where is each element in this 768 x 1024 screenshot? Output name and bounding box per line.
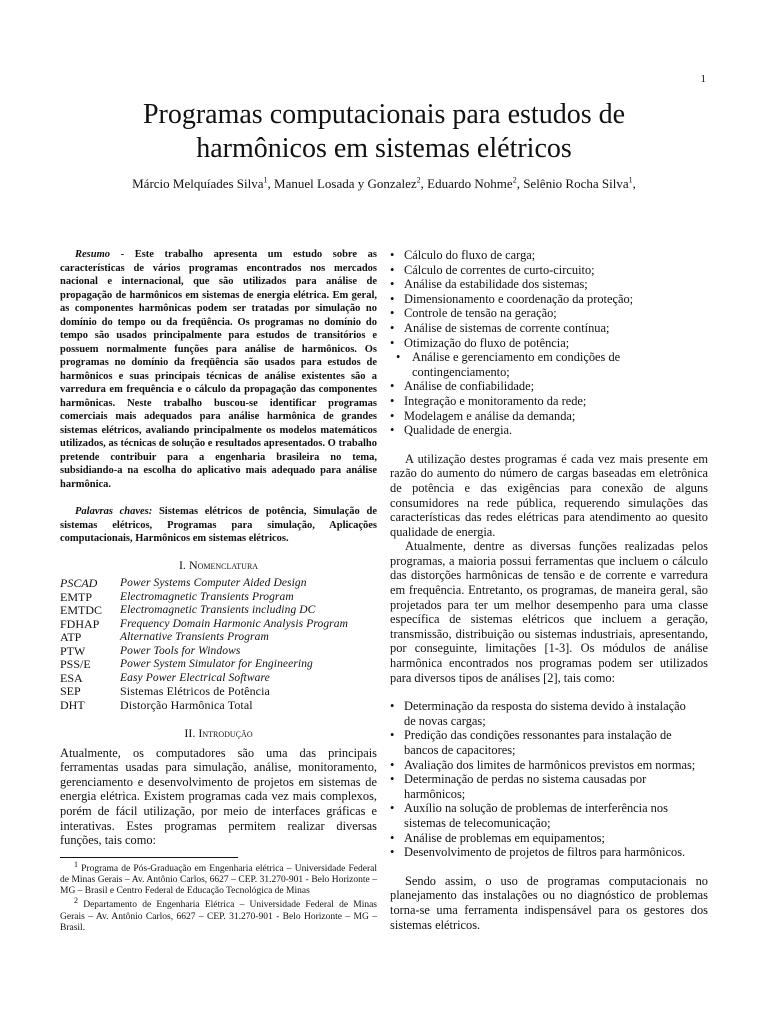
list-item-text: Determinação de perdas no sistema causadas por: [404, 772, 647, 787]
list-item-text: Análise e gerenciamento em condições de: [412, 350, 621, 365]
author-affiliation-mark: 2: [512, 175, 517, 185]
list-item: [390, 394, 708, 409]
keywords: [60, 505, 377, 546]
nomenclature-abbreviation: EMTDC: [60, 603, 102, 618]
list-item-text: Análise de confiabilidade;: [404, 379, 535, 394]
list-item-text: Determinação da resposta do sistema devido à instalação: [404, 699, 686, 714]
nomenclature-row: [60, 685, 377, 699]
title-line-2: harmônicos em sistemas elétricos: [196, 133, 572, 164]
nomenclature-row: [60, 699, 377, 713]
title-line-1: Programas computacionais para estudos de: [142, 99, 626, 130]
nomenclature-abbreviation: ATP: [60, 630, 82, 645]
list-item: [390, 336, 708, 351]
list-item: [390, 306, 708, 321]
abstract-text: - Este trabalho apresenta um estudo sobre as características de vários programas encontrados nos mercados nacional e internacional, que são utilizados para análise de propagação de harmônicos em sistemas de energia elétrica. Em geral, as componentes harmônicas podem ser tratadas por simulação no domínio do tempo ou da freqüência. Os programas no domínio do tempo são usados principalmente para estudos de transitórios e possuem normalmente funções para análise de harmônicos. Os programas no domínio da freqüência são usados para estudos de harmônicos e suas principais técnicas de análise existentes são a varredura em frequência e o cálculo da propagação das componentes harmônicas. Neste trabalho buscou-se identificar programas comerciais mais adequados para análise harmônica de grandes sistemas elétricos, avaliando principalmente os modelos matemáticos utilizados, as técnicas de solução e resultados apresentados. O trabalho pretende contribuir para a engenharia brasileira no tema, subsidiando-a na escolha do aplicativo mais adequado para análise harmônica.: [60, 249, 377, 490]
list-item: [390, 699, 708, 728]
keywords-text: Sistemas elétricos de potência, Simulação de sistemas elétricos, Programas para simulação, Aplicações computacionais, Harmônicos em sistemas elétricos.: [60, 506, 377, 544]
list-item: [390, 758, 708, 773]
list-item-continuation: de novas cargas;: [404, 713, 486, 728]
usage-paragraph: A utilização destes programas é cada vez mais presente em razão do aumento do número de cargas baseadas em eletrônica de potência e das exigências para conexão de alguns consumidores na rede pública, requerendo simulações das características das redes elétricas para atendimento ao quesito qualidade de energia.: [390, 451, 708, 539]
author-affiliation-mark: 1: [628, 175, 633, 185]
list-item: [390, 263, 708, 278]
nomenclature-row: [60, 577, 377, 591]
nomenclature-row: [60, 658, 377, 672]
conclusion-paragraph: Sendo assim, o uso de programas computacionais no planejamento das instalações ou no diagnóstico de problemas torna-se uma ferramenta indispensável para os gestores dos sistemas elétricos.: [390, 873, 708, 932]
list-item-text: Desenvolvimento de projetos de filtros para harmônicos.: [404, 845, 686, 860]
list-item: [390, 728, 708, 757]
nomenclature-abbreviation: DHT: [60, 697, 85, 712]
nomenclature-abbreviation: PTW: [60, 643, 86, 658]
nomenclature-description: Easy Power Electrical Software: [120, 671, 270, 684]
list-item-continuation: sistemas de telecomunicação;: [404, 815, 551, 830]
author-affiliation-mark: 2: [416, 175, 421, 185]
nomenclature-row: [60, 631, 377, 645]
author-affiliation-mark: 1: [263, 175, 268, 185]
list-item: [390, 248, 708, 263]
nomenclature-description: Power Systems Computer Aided Design: [120, 577, 307, 590]
list-item: [390, 321, 708, 336]
nomenclature-description: Alternative Transients Program: [120, 631, 269, 644]
footnote: [60, 896, 377, 934]
nomenclature-row: [60, 591, 377, 605]
list-item-text: Análise da estabilidade dos sistemas;: [404, 277, 588, 292]
list-item-text: Modelagem e análise da demanda;: [404, 408, 576, 423]
list-item-text: Cálculo de correntes de curto-circuito;: [404, 262, 595, 277]
list-item-text: Integração e monitoramento da rede;: [404, 393, 587, 408]
nomenclature-abbreviation: PSCAD: [60, 576, 98, 591]
section-heading-nomenclature: I. Nomenclatura: [178, 557, 259, 572]
author-separator: ,: [632, 176, 636, 191]
footnote-text: Departamento de Engenharia Elétrica – Universidade Federal de Minas Gerais – Av. Antônio Carlos, 6627 – CEP. 31.270-901 - Belo Horizonte – MG – Brasil.: [60, 900, 377, 933]
nomenclature-description: Sistemas Elétricos de Potência: [120, 684, 270, 699]
author-separator: ,: [420, 176, 428, 191]
list-item: [390, 423, 708, 438]
paper-title: [0, 98, 768, 166]
analysis-list: [390, 699, 708, 860]
list-item-text: Auxílio na solução de problemas de interferência nos: [404, 801, 668, 816]
list-item-text: Controle de tensão na geração;: [404, 306, 557, 321]
nomenclature-abbreviation: PSS/E: [60, 657, 91, 672]
nomenclature-row: [60, 604, 377, 618]
nomenclature-row: [60, 645, 377, 659]
author-list: [0, 176, 768, 192]
list-item-continuation: bancos de capacitores;: [404, 743, 516, 757]
nomenclature-abbreviation: EMTP: [60, 589, 93, 604]
abstract-lead: Resumo: [75, 249, 111, 260]
list-item: [390, 379, 708, 394]
nomenclature-description: Distorção Harmônica Total: [120, 697, 253, 712]
section-heading-introduction: II. Introdução: [184, 726, 253, 741]
list-item-text: Análise de problemas em equipamentos;: [404, 830, 605, 845]
list-item-text: Cálculo do fluxo de carga;: [404, 248, 536, 262]
list-item: [390, 350, 708, 379]
author-name: Márcio Melquíades Silva: [132, 176, 264, 191]
intro-paragraph: Atualmente, os computadores são uma das principais ferramentas usadas para simulação, análise, monitoramento, gerenciamento e desenvolvimento de projetos em sistemas de energia elétrica. Existem programas cada vez mais complexos, porém de fácil utilização, por meio de interfaces gráficas e interativas. Estes programas permitem realizar diversas funções, tais como:: [60, 745, 377, 848]
author-name: Eduardo Nohme: [427, 176, 513, 191]
nomenclature-description: Frequency Domain Harmonic Analysis Program: [120, 617, 348, 630]
nomenclature-row: [60, 672, 377, 686]
keywords-lead: Palavras chaves:: [75, 506, 153, 517]
list-item-text: Qualidade de energia.: [404, 423, 513, 438]
list-item-text: Dimensionamento e coordenação da proteção;: [404, 291, 634, 306]
nomenclature-description: Electromagnetic Transients including DC: [120, 604, 316, 617]
list-item: [390, 831, 708, 846]
left-column: [60, 248, 377, 937]
list-item: [390, 845, 708, 860]
footnote: [60, 859, 377, 898]
nomenclature-abbreviation: FDHAP: [60, 616, 100, 631]
abstract: [60, 248, 377, 491]
footnote-divider: [60, 857, 238, 858]
nomenclature-table: [60, 577, 377, 712]
list-item: [390, 801, 708, 830]
footnote-text: Programa de Pós-Graduação em Engenharia elétrica – Universidade Federal de Minas Gerais – Av. Antônio Carlos, 6627 – CEP. 31.270-901 - Belo Horizonte – MG – Brasil e Centro Federal de Educação Tecnológica de Minas: [60, 863, 377, 897]
footnotes: [60, 859, 377, 934]
author-separator: ,: [267, 176, 275, 191]
list-item: [390, 292, 708, 307]
list-item: [390, 277, 708, 292]
nomenclature-abbreviation: SEP: [60, 684, 81, 699]
list-item-continuation: contingenciamento;: [412, 364, 510, 379]
list-item: [390, 409, 708, 424]
currently-paragraph: Atualmente, dentre as diversas funções realizadas pelos programas, a maioria possui ferramentas que incluem o cálculo das distorções harmônicas de tensão e de corrente e varredura em frequência. Entretanto, os programas, de maneira geral, são projetados para ter um melhor desempenho para uma classe específica de sistemas elétricos que incluem a geração, transmissão, distribuição ou sistemas industriais, apresentando, por conseguinte, limitações [1-3]. Os módulos de análise harmônica encontrados nos programas podem ser utilizados para diversos tipos de análises [2], tais como:: [390, 539, 708, 685]
page-number: 1: [700, 73, 706, 85]
nomenclature-description: Power Tools for Windows: [120, 644, 241, 657]
list-item-text: Análise de sistemas de corrente contínua;: [404, 320, 610, 335]
list-item-text: Otimização do fluxo de potência;: [404, 335, 570, 350]
nomenclature-row: [60, 618, 377, 632]
list-item: [390, 772, 708, 801]
right-column: [390, 248, 708, 932]
nomenclature-description: Power System Simulator for Engineering: [120, 658, 313, 671]
list-item-continuation: harmônicos;: [404, 786, 466, 801]
list-item-text: Avaliação dos limites de harmônicos previstos em normas;: [404, 757, 696, 772]
nomenclature-description: Electromagnetic Transients Program: [120, 590, 294, 603]
author-name: Manuel Losada y Gonzalez: [274, 176, 417, 191]
nomenclature-abbreviation: ESA: [60, 670, 83, 685]
footnote-mark: 1: [74, 859, 78, 869]
footnote-mark: 2: [74, 896, 78, 906]
functions-list: [390, 248, 708, 438]
author-separator: ,: [516, 176, 524, 191]
author-name: Selênio Rocha Silva: [523, 176, 629, 191]
list-item-text: Predição das condições ressonantes para instalação de: [404, 728, 672, 743]
